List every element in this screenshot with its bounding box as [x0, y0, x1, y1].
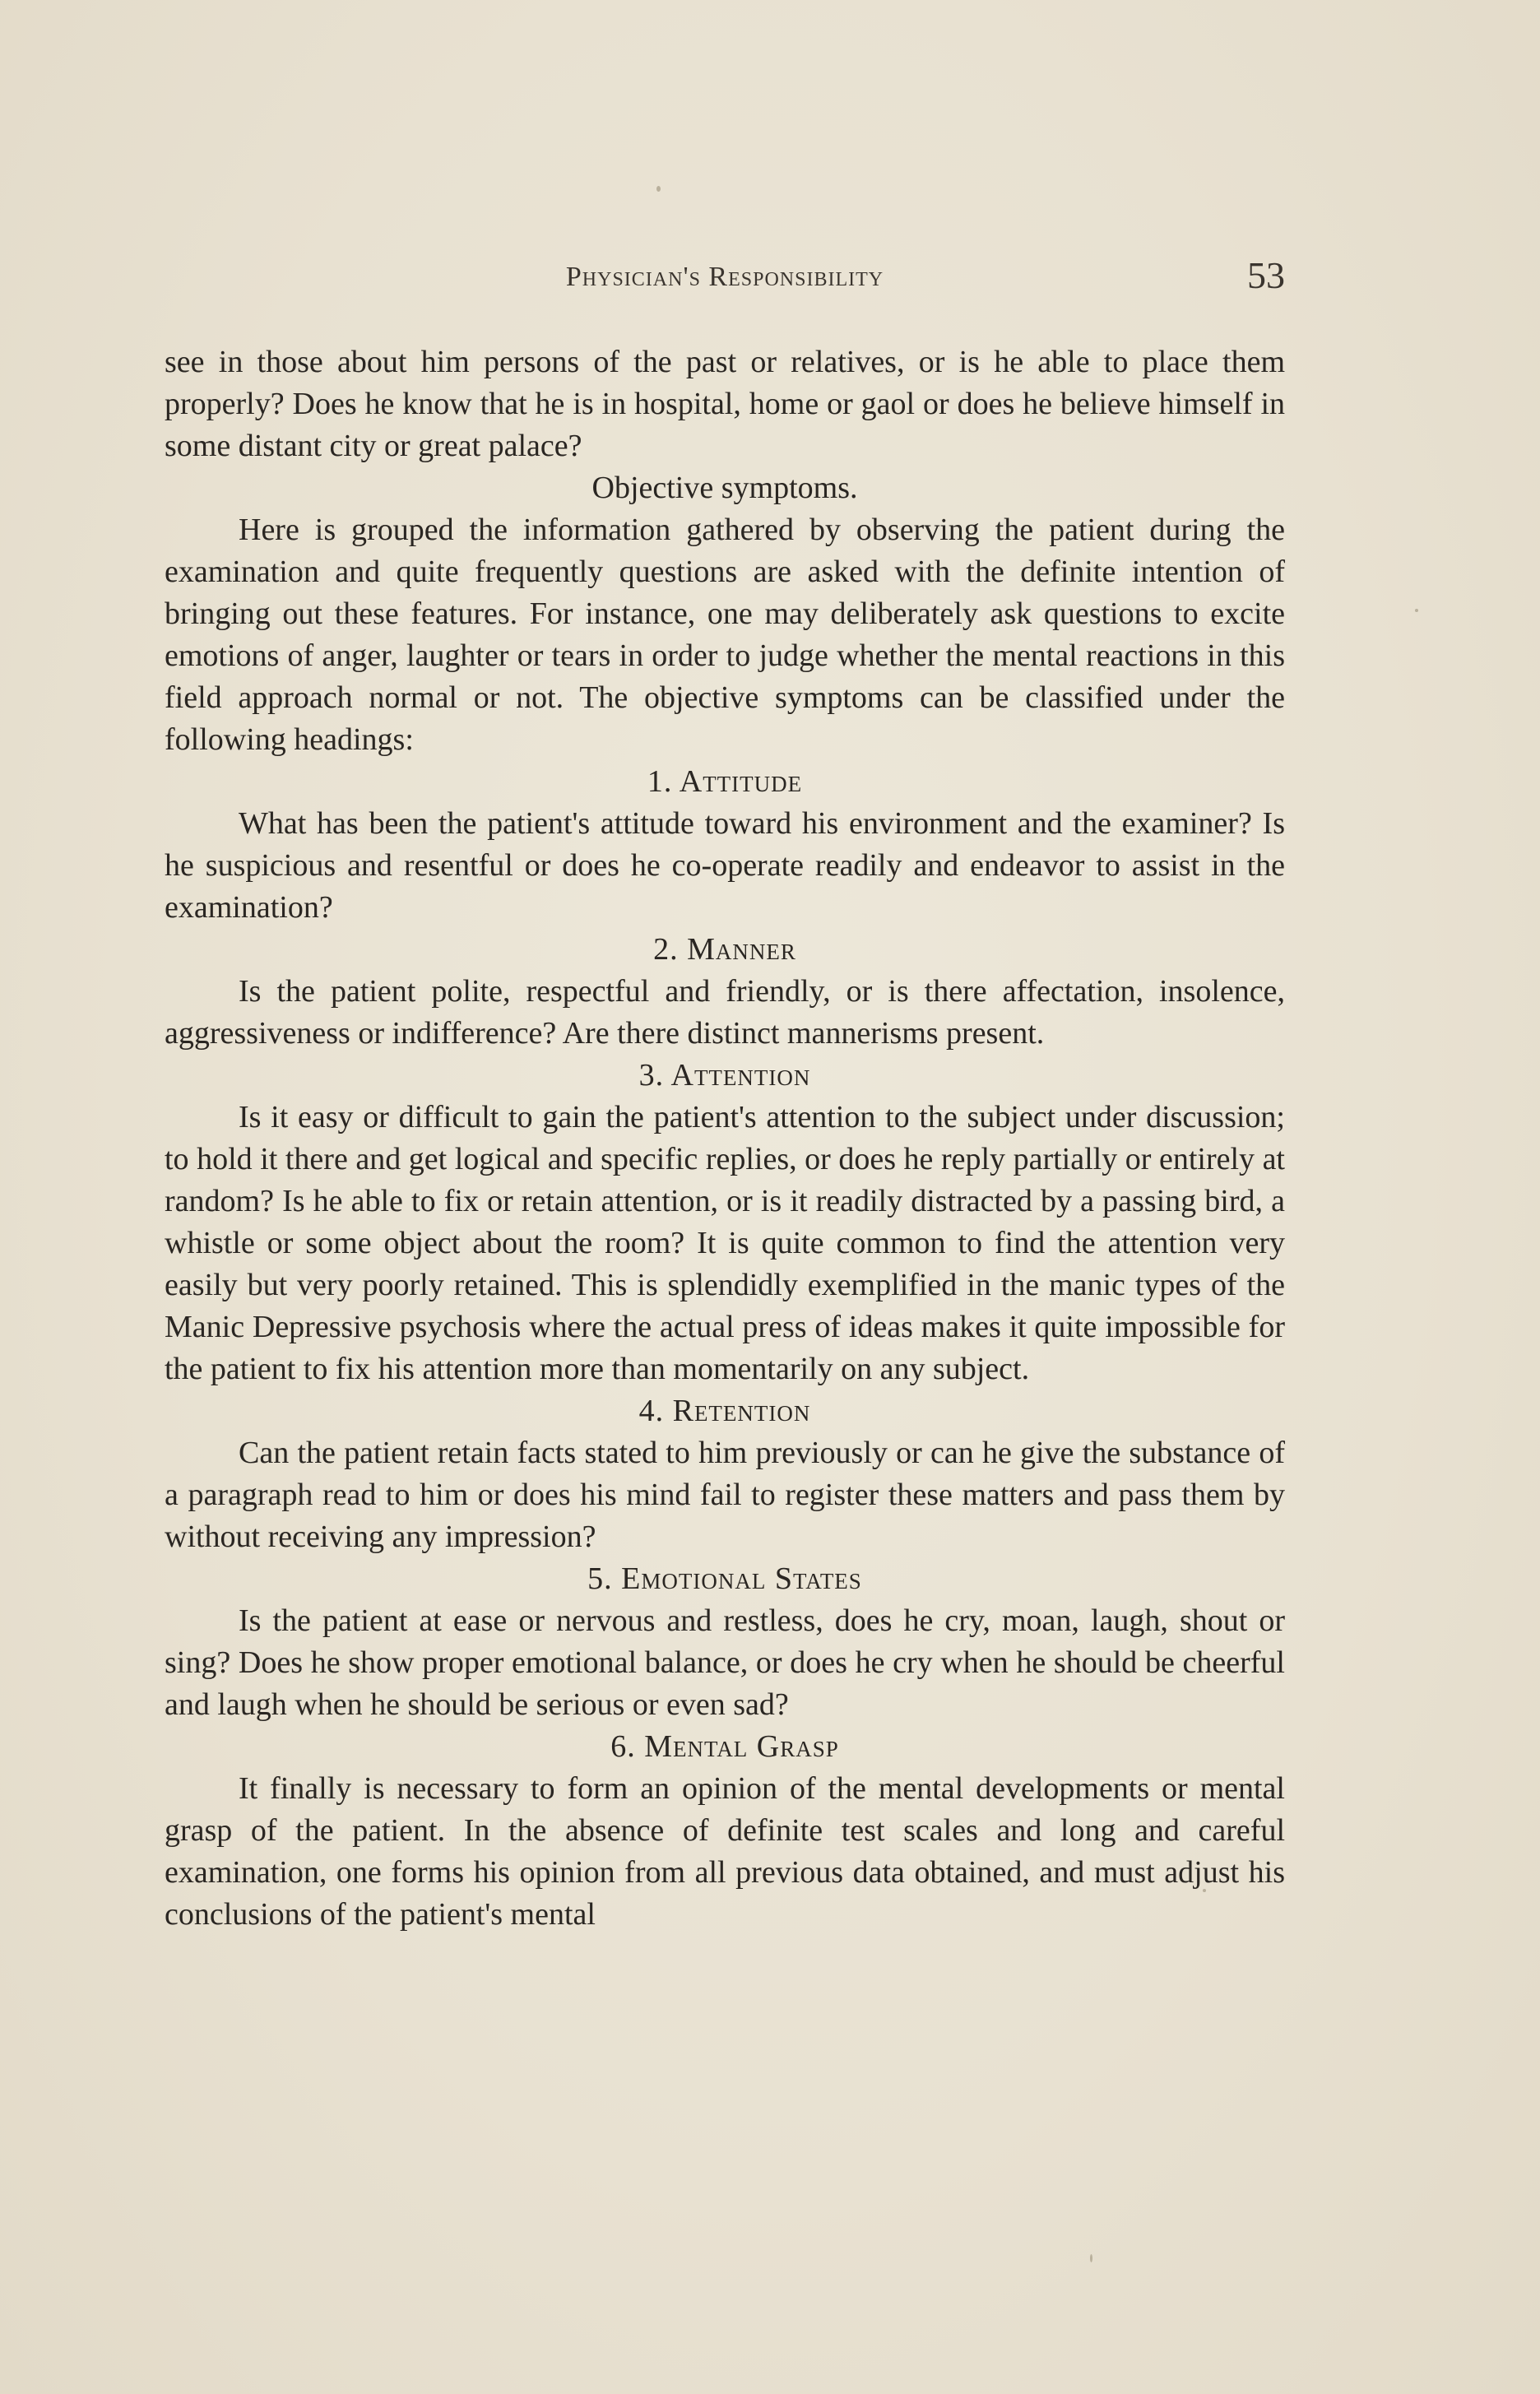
page-header	[165, 247, 1285, 313]
page-number: 53	[1247, 254, 1285, 296]
section-paragraph-emotional-states: Is the patient at ease or nervous and restless, does he cry, moan, laugh, shout or sing? Does he show proper emotional balance, or does he cry when he should be cheerful and laugh when he should be serious or even sad?	[165, 1603, 1285, 1722]
section-heading-retention: 4. Retention	[638, 1394, 811, 1428]
section-heading-emotional-states: 5. Emotional States	[587, 1561, 862, 1596]
section-heading-mental-grasp: 6. Mental Grasp	[610, 1729, 839, 1764]
section-heading-attention: 3. Attention	[638, 1058, 811, 1093]
section-paragraph-mental-grasp: It finally is necessary to form an opinion of the mental developments or mental grasp of the patient. In the absence of definite test scales and long and careful examination, one forms his opinion from all previous data obtained, and must adjust his conclusions of the patient's mental	[165, 1771, 1285, 1932]
objective-heading: Objective symptoms.	[591, 471, 858, 505]
objective-paragraph: Here is grouped the information gathered by observing the patient during the examination and quite frequently questions are asked with the definite intention of bringing out these features. For instance, one may deliberately ask questions to excite emotions of anger, laughter or tears in order to judge whether the mental reactions in this field approach normal or not. The objective symptoms can be classified under the following headings:	[165, 513, 1285, 757]
section-heading-manner: 2. Manner	[653, 932, 796, 967]
paper-speck	[656, 186, 661, 192]
paper-speck	[1090, 2254, 1092, 2262]
section-paragraph-attitude: What has been the patient's attitude toward his environment and the examiner? Is he suspicious and resentful or does he co-operate readily and endeavor to assist in the examination?	[165, 806, 1285, 925]
paper-speck	[1415, 609, 1418, 612]
intro-paragraph: see in those about him persons of the past or relatives, or is he able to place them properly? Does he know that he is in hospital, home or gaol or does he believe himself in some distant city or great palace?	[165, 345, 1285, 463]
body-text	[165, 341, 1285, 1936]
section-paragraph-manner: Is the patient polite, respectful and friendly, or is there affectation, insolence, aggressiveness or indifference? Are there distinct mannerisms present.	[165, 974, 1285, 1051]
section-heading-attitude: 1. Attitude	[647, 764, 803, 799]
running-head: Physician's Responsibility	[565, 262, 884, 292]
section-paragraph-attention: Is it easy or difficult to gain the patient's attention to the subject under discussion; to hold it there and get logical and specific replies, or does he reply partially or entirely at random? Is he able to fix or retain attention, or is it readily distracted by a passing bird, a whistle or some object about the room? It is quite common to find the attention very easily but very poorly retained. This is splendidly exemplified in the manic types of the Manic Depressive psychosis where the actual press of ideas makes it quite impossible for the patient to fix his attention more than momentarily on any subject.	[165, 1100, 1285, 1386]
section-paragraph-retention: Can the patient retain facts stated to him previously or can he give the substance of a paragraph read to him or does his mind fail to register these matters and pass them by without receiving any impression?	[165, 1436, 1285, 1554]
